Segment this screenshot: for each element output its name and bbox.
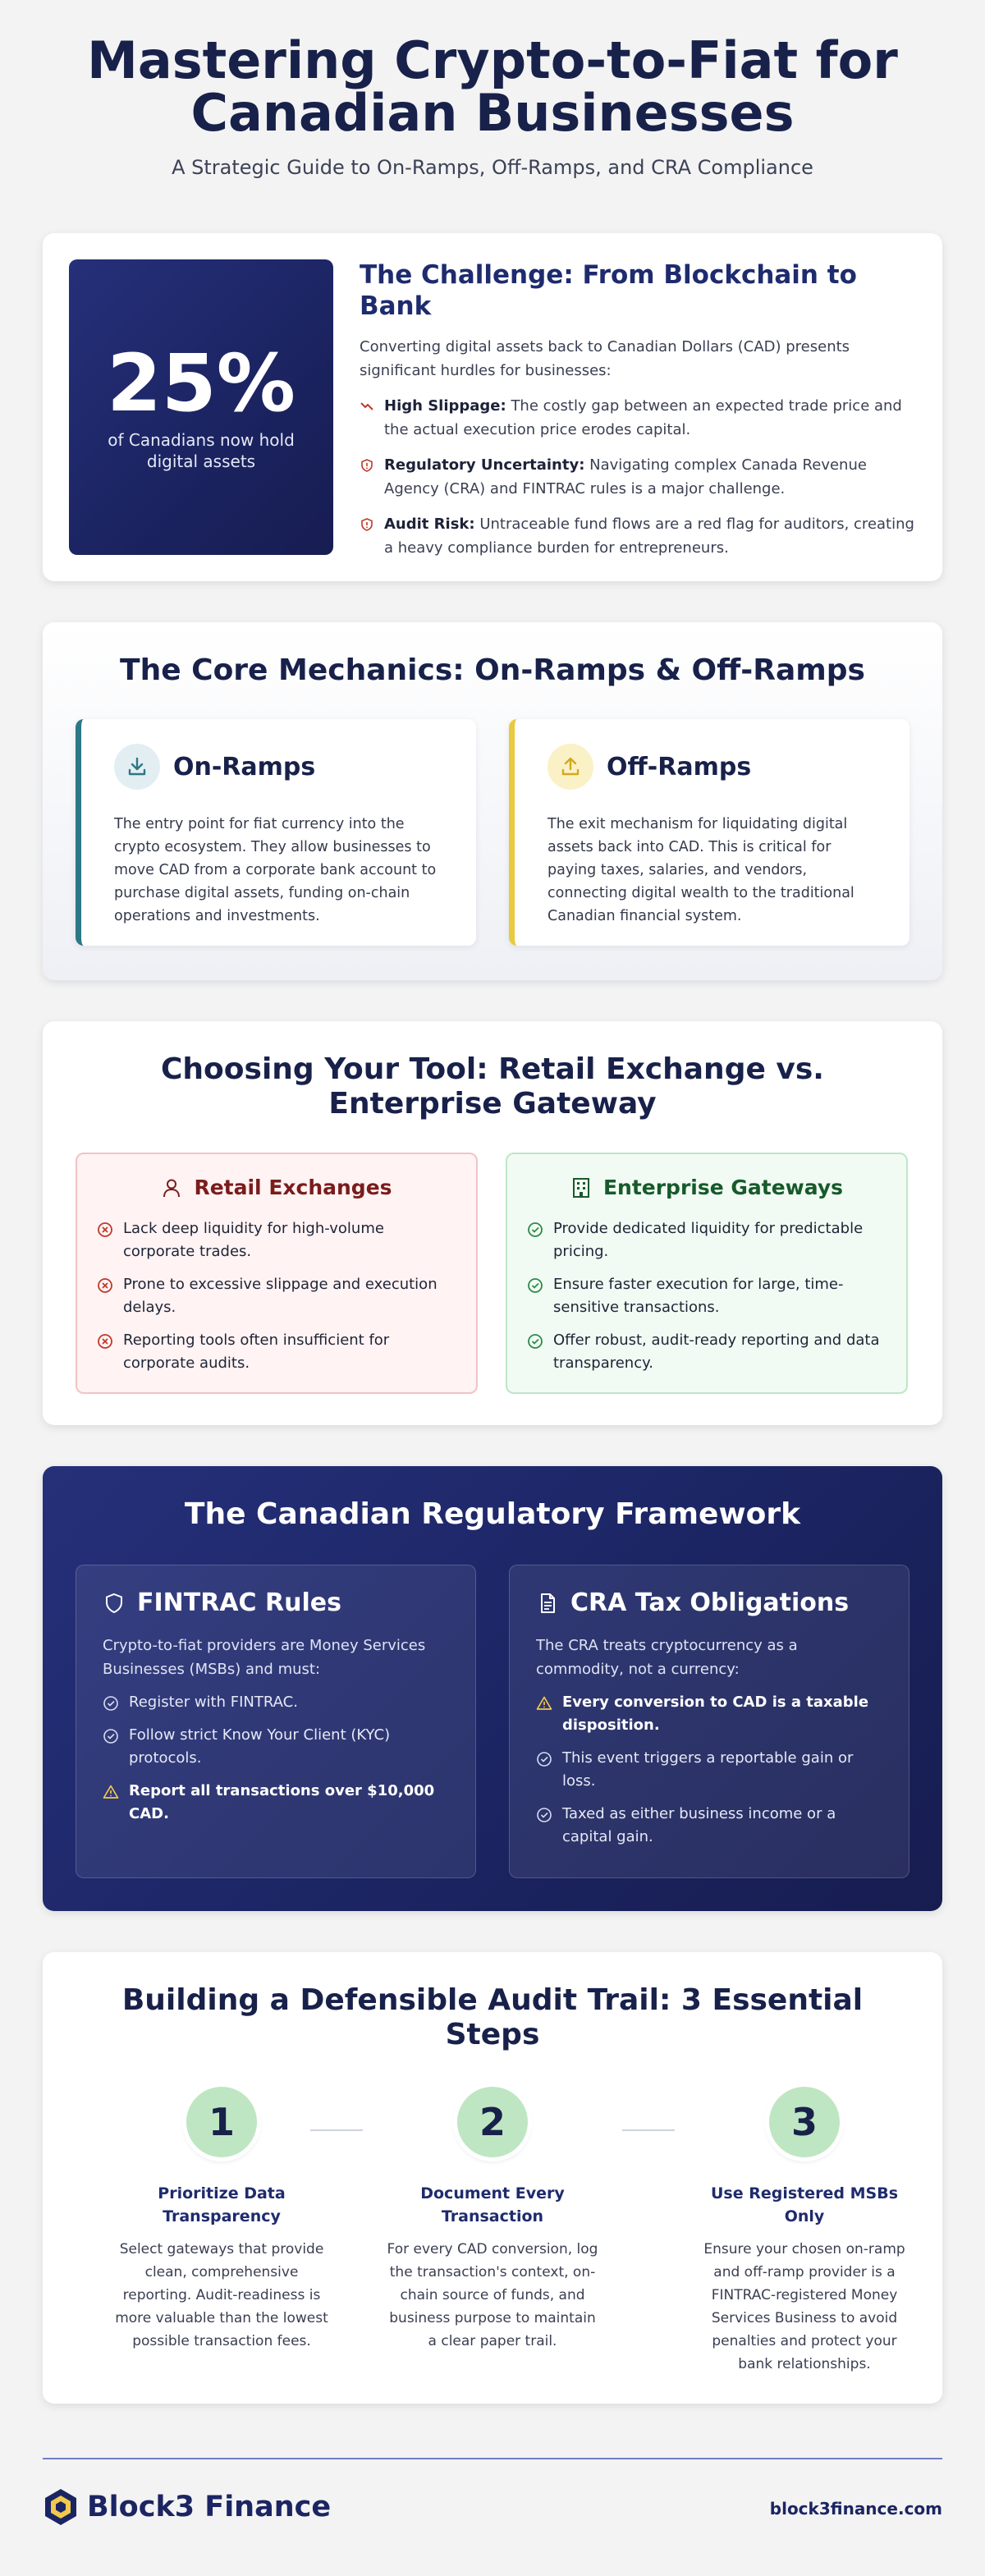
shield-alert-icon: [360, 458, 374, 473]
cra-title: CRA Tax Obligations: [570, 1588, 850, 1617]
page-subtitle: A Strategic Guide to On-Ramps, Off-Ramps, and CRA Compliance: [172, 156, 813, 179]
item-label: Audit Risk:: [384, 516, 475, 533]
challenge-list: [360, 394, 918, 560]
hexagon-logo-icon: [43, 2487, 79, 2527]
step-3: [698, 2087, 911, 2376]
x-circle-icon: [97, 1333, 113, 1350]
page-title: Mastering Crypto-to-Fiat for Canadian Businesses: [87, 30, 898, 143]
list-item: [527, 1217, 886, 1263]
item-text: Taxed as either business income or a capital gain.: [562, 1805, 836, 1845]
item-text: Navigating complex Canada Revenue Agency (CRA) and FINTRAC rules is a major challenge.: [384, 456, 867, 497]
audit-section: [43, 1952, 942, 2404]
on-ramp-card: [76, 719, 476, 946]
item-text: This event triggers a reportable gain or loss.: [562, 1749, 854, 1790]
audit-title: Building a Defensible Audit Trail: 3 Essential Steps: [121, 1983, 864, 2051]
list-item: [536, 1691, 882, 1737]
tools-section: [43, 1021, 942, 1425]
step-connector: [310, 2129, 363, 2131]
footer-logo: [43, 2487, 331, 2527]
fintrac-card: [76, 1565, 476, 1878]
retail-header: [97, 1176, 456, 1199]
challenge-title: The Challenge: From Blockchain to Bank: [360, 260, 857, 321]
download-icon: [114, 744, 160, 790]
item-text: Untraceable fund flows are a red flag for auditors, creating a heavy compliance burden for entrepreneurs.: [384, 516, 914, 557]
on-ramp-header: [114, 744, 450, 790]
brand-name: Block3 Finance: [87, 2491, 332, 2523]
list-item: [527, 1329, 886, 1375]
fintrac-header: [103, 1588, 449, 1617]
warning-icon: [103, 1784, 119, 1800]
step-number: 3: [769, 2087, 840, 2157]
building-icon: [570, 1177, 592, 1199]
item-text: Offer robust, audit-ready reporting and data transparency.: [553, 1332, 880, 1372]
step-number: 1: [186, 2087, 257, 2157]
header: [0, 0, 985, 179]
mechanics-title: The Core Mechanics: On-Ramps & Off-Ramps: [120, 653, 865, 687]
item-label: Regulatory Uncertainty:: [384, 456, 585, 474]
regulatory-title: The Canadian Regulatory Framework: [184, 1497, 801, 1531]
cra-intro: The CRA treats cryptocurrency as a commodity, not a currency:: [536, 1637, 798, 1678]
list-item: [103, 1724, 449, 1770]
regulatory-section: [43, 1466, 942, 1911]
fintrac-intro: Crypto-to-fiat providers are Money Services Businesses (MSBs) and must:: [103, 1637, 426, 1678]
cra-header: [536, 1588, 882, 1617]
item-text: Report all transactions over $10,000 CAD.: [129, 1782, 435, 1822]
warning-icon: [536, 1695, 552, 1712]
document-icon: [536, 1592, 559, 1615]
challenge-intro: Converting digital assets back to Canadian Dollars (CAD) presents significant hurdles for businesses:: [360, 338, 850, 379]
step-number: 2: [457, 2087, 528, 2157]
footer-divider: [43, 2458, 942, 2459]
fintrac-title: FINTRAC Rules: [137, 1588, 341, 1617]
enterprise-card: [506, 1153, 908, 1394]
website-link[interactable]: block3finance.com: [769, 2499, 942, 2519]
shield-icon: [103, 1592, 126, 1615]
x-circle-icon: [97, 1222, 113, 1238]
fintrac-list: [103, 1691, 449, 1826]
step-text: Ensure your chosen on-ramp and off-ramp provider is a FINTRAC-registered Money Services Business to avoid penalties and protect your bank relationships.: [703, 2241, 905, 2372]
item-text: Every conversion to CAD is a taxable disposition.: [562, 1694, 869, 1734]
check-circle-icon: [527, 1333, 543, 1350]
on-ramp-text: The entry point for fiat currency into the crypto ecosystem. They allow businesses to move CAD from a corporate bank account to purchase digital assets, funding on-chain operations and investments.: [114, 816, 437, 924]
check-circle-icon: [527, 1277, 543, 1294]
item-text: Register with FINTRAC.: [129, 1694, 298, 1711]
item-text: Prone to excessive slippage and execution delays.: [123, 1276, 438, 1316]
tools-title: Choosing Your Tool: Retail Exchange vs. Enterprise Gateway: [161, 1052, 824, 1121]
challenge-section: [43, 233, 942, 581]
step-title: Use Registered MSBs Only: [711, 2184, 898, 2225]
cra-list: [536, 1691, 882, 1849]
retail-card: [76, 1153, 478, 1394]
trend-down-icon: [360, 399, 374, 414]
list-item: [360, 512, 918, 560]
item-text: Lack deep liquidity for high-volume corporate trades.: [123, 1220, 384, 1260]
item-text: Follow strict Know Your Client (KYC) protocols.: [129, 1726, 391, 1767]
retail-list: [97, 1217, 456, 1375]
list-item: [97, 1217, 456, 1263]
list-item: [103, 1691, 449, 1714]
off-ramp-title: Off-Ramps: [607, 752, 752, 782]
step-text: For every CAD conversion, log the transaction's context, on-chain source of funds, and business purpose to maintain a clear paper trail.: [387, 2241, 598, 2349]
list-item: [97, 1273, 456, 1319]
step-connector: [622, 2129, 675, 2131]
item-text: The costly gap between an expected trade price and the actual execution price erodes capital.: [384, 397, 902, 438]
check-circle-icon: [536, 1807, 552, 1823]
challenge-body: [360, 259, 918, 571]
on-ramp-title: On-Ramps: [173, 752, 316, 782]
off-ramp-header: [547, 744, 883, 790]
step-1: [115, 2087, 328, 2353]
mechanics-section: [43, 622, 942, 980]
item-text: Reporting tools often insufficient for corporate audits.: [123, 1332, 390, 1372]
enterprise-list: [527, 1217, 886, 1375]
list-item: [360, 394, 918, 442]
step-text: Select gateways that provide clean, comprehensive reporting. Audit-readiness is more valuable than the lowest possible transaction fees.: [115, 2241, 328, 2349]
off-ramp-card: [509, 719, 909, 946]
enterprise-header: [527, 1176, 886, 1199]
check-circle-icon: [536, 1751, 552, 1767]
upload-icon: [547, 744, 593, 790]
list-item: [536, 1747, 882, 1793]
check-circle-icon: [527, 1222, 543, 1238]
cra-card: [509, 1565, 909, 1878]
off-ramp-text: The exit mechanism for liquidating digital assets back into CAD. This is critical for paying taxes, salaries, and vendors, connecting digital wealth to the traditional Canadian financial system.: [547, 816, 854, 924]
user-icon: [161, 1177, 182, 1199]
item-label: High Slippage:: [384, 397, 506, 415]
retail-title: Retail Exchanges: [194, 1176, 392, 1199]
check-circle-icon: [103, 1728, 119, 1744]
item-text: Ensure faster execution for large, time-sensitive transactions.: [553, 1276, 844, 1316]
list-item: [103, 1780, 449, 1826]
list-item: [527, 1273, 886, 1319]
item-text: Provide dedicated liquidity for predictable pricing.: [553, 1220, 864, 1260]
enterprise-title: Enterprise Gateways: [602, 1176, 844, 1199]
stat-label: of Canadians now hold digital assets: [108, 430, 295, 471]
step-title: Prioritize Data Transparency: [158, 2184, 286, 2225]
list-item: [360, 453, 918, 501]
shield-alert-icon: [360, 517, 374, 532]
list-item: [97, 1329, 456, 1375]
step-title: Document Every Transaction: [420, 2184, 565, 2225]
list-item: [536, 1803, 882, 1849]
x-circle-icon: [97, 1277, 113, 1294]
stat-value: 25%: [107, 337, 296, 429]
stat-box: [69, 259, 333, 555]
check-circle-icon: [103, 1695, 119, 1712]
step-2: [386, 2087, 599, 2353]
